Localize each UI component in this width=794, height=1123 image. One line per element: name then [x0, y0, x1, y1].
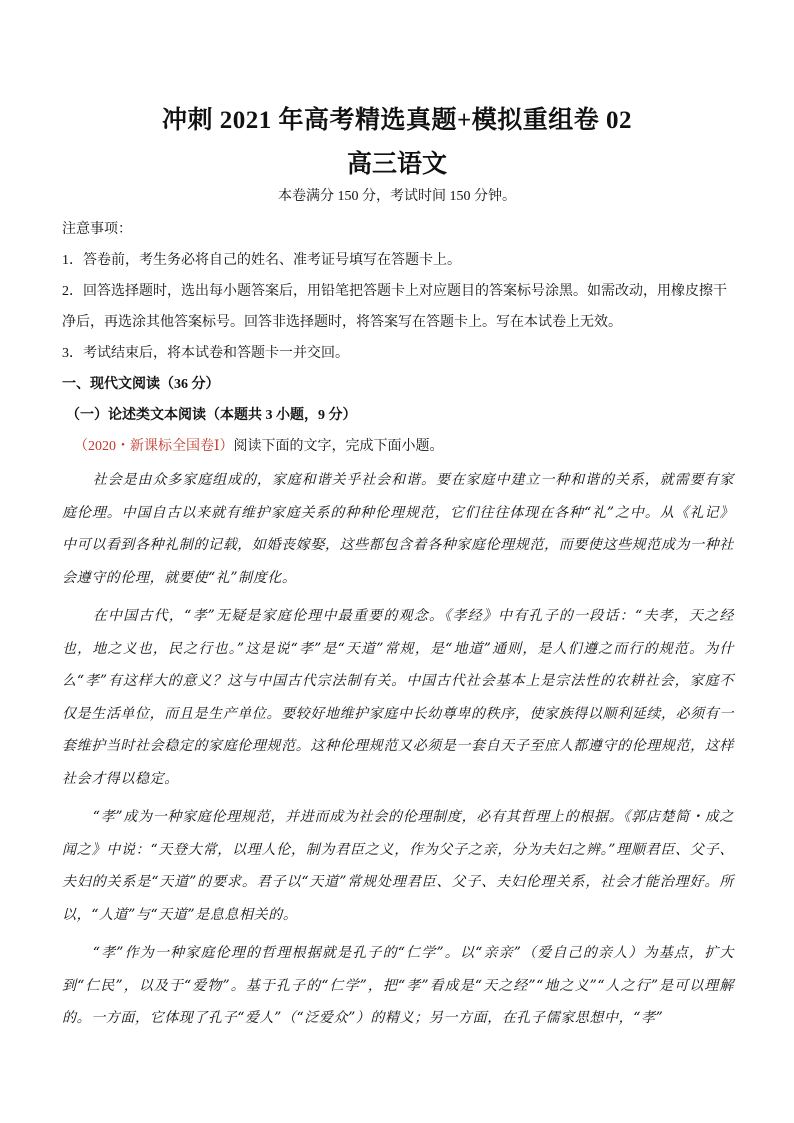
- notice-item: 1．答卷前，考生务必将自己的姓名、准考证号填写在答题卡上。: [62, 253, 461, 268]
- notice-item: 3．考试结束后，将本试卷和答题卡一并交回。: [62, 346, 349, 361]
- section-heading: 一、现代文阅读（36 分）: [62, 377, 220, 392]
- passage-paragraph: 社会是由众多家庭组成的，家庭和谐关乎社会和谐。要在家庭中建立一种和谐的关系，就需要有家庭伦理。中国自古以来就有维护家庭关系的种种伦理规范，它们往往体现在各种“礼”之中。从《礼记》中可以看到各种礼制的记载，如婚丧嫁娶，这些都包含着各种家庭伦理规范，而要使这些规范成为一种社会遵守的伦理，就要使“礼”制度化。: [62, 472, 734, 586]
- question-instruction: 阅读下面的文字，完成下面小题。: [233, 439, 444, 454]
- notice-heading: 注意事项：: [62, 222, 132, 237]
- score-time-info: 本卷满分 150 分，考试时间 150 分钟。: [278, 189, 516, 204]
- question-source: （2020・新课标全国卷Ⅰ）: [74, 439, 234, 454]
- notice-item: 2．回答选择题时，选出每小题答案后，用铅笔把答题卡上对应题目的答案标号涂黑。如需改动，用橡皮擦干净后，再选涂其他答案标号。回答非选择题时，将答案写在答题卡上。写在本试卷上无效。: [62, 284, 727, 330]
- passage-paragraph: “孝”作为一种家庭伦理的哲理根据就是孔子的“仁学”。以“亲亲”（爱自己的亲人）为基点，扩大到“仁民”，以及于“爱物”。基于孔子的“仁学”，把“孝”看成是“天之经”“地之义”“人之行”是可以理解的。一方面，它体现了孔子“爱人”（“泛爱众”）的精义；另一方面，在孔子儒家思想中，“孝”: [62, 945, 734, 1026]
- passage-paragraph: “孝”成为一种家庭伦理规范，并进而成为社会的伦理制度，必有其哲理上的根据。《郭店楚简・成之闻之》中说：“天登大常，以理人伦，制为君臣之义，作为父子之亲，分为夫妇之辨。”理顺君臣、父子、夫妇的关系是“天道”的要求。君子以“天道”常规处理君臣、父子、夫妇伦理关系，社会才能治理好。所以，“人道”与“天道”是息息相关的。: [62, 809, 734, 923]
- passage-paragraph: 在中国古代，“孝”无疑是家庭伦理中最重要的观念。《孝经》中有孔子的一段话：“夫孝，天之经也，地之义也，民之行也。”这是说“孝”是“天道”常规，是“地道”通则，是人们遵之而行的规范。为什么“孝”有这样大的意义？这与中国古代宗法制有关。中国古代社会基本上是宗法性的农耕社会，家庭不仅是生活单位，而且是生产单位。要较好地维护家庭中长幼尊卑的秩序，使家族得以顺利延续，必须有一套维护当时社会稳定的家庭伦理规范。这种伦理规范又必须是一套自天子至庶人都遵守的伦理规范，这样社会才得以稳定。: [62, 608, 734, 787]
- subsection-heading: （一）论述类文本阅读（本题共 3 小题，9 分）: [66, 408, 357, 423]
- exam-subject: 高三语文: [346, 151, 447, 178]
- reading-passage: [62, 464, 734, 1035]
- exam-title: 冲刺 2021 年高考精选真题+模拟重组卷 02: [162, 107, 632, 134]
- question-instruction-line: [62, 431, 734, 462]
- exam-body: [62, 214, 734, 1035]
